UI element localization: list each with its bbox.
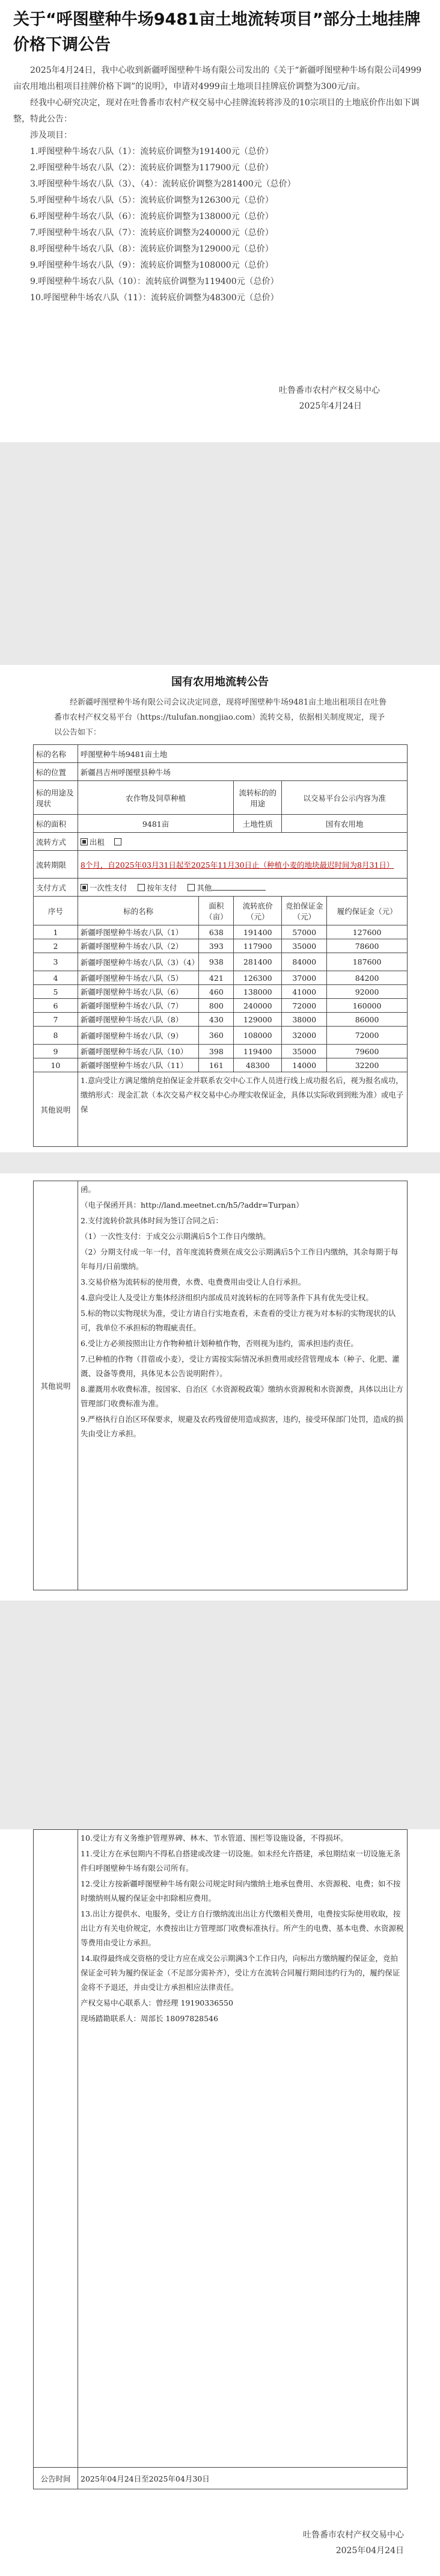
notice-item: 3.呼图壁种牛场农八队（3）、（4）：流转底价调整为281400元（总价）: [30, 179, 296, 189]
table-row: [34, 985, 408, 999]
table-row: [34, 971, 408, 985]
label-other-notes: 其他说明: [34, 1072, 78, 1147]
table-row: [34, 953, 408, 971]
row-base-price: 119400: [234, 1045, 282, 1058]
col-base-price: 流转底价（元）: [234, 897, 282, 925]
transfer-table: [33, 744, 408, 1147]
value-other-notes: 1.意向受让方满足缴纳竞拍保证金并联系农交中心工作人员进行线上成功报名后，视为报名成功，缴纳形式：现金汇款（本次交易产权交易中心办理实收保证金，具体以实际收到到账为准）或电子保: [78, 1072, 407, 1147]
note-line: 5.标的物以实物现状为准，受让方请自行实地查看，未查看的受让方视为对本标的实物现状的认可，我单位不承担标的物瑕疵责任。: [81, 1309, 396, 1332]
notice-item: 7.呼图壁种牛场农八队（7）：流转底价调整为240000元（总价）: [30, 228, 273, 238]
note-line: 4.意向受让人及受让方集体经济组织内部成员对流转标的在同等条件下具有优先受让权。: [81, 1293, 373, 1302]
note-line: 现场踏勘联系人：周部长 18097828546: [81, 2014, 218, 2023]
row-area: 430: [199, 1013, 234, 1027]
transfer-announcement-page: [0, 665, 440, 1152]
label-other-notes-cont: 其他说明: [34, 1181, 78, 1590]
col-index: 序号: [34, 897, 78, 925]
table-row: [34, 1058, 408, 1072]
row-bid-deposit: 41000: [282, 985, 327, 999]
label-transfer-period: 流转期限: [34, 851, 78, 879]
note-line: 7.已种植的作物（苜蓿或小麦），受让方需按实际情况承担费用或经营管理成本（种子、化肥、灌溉、设备等费用，具体见本公告说明附件）。: [81, 1354, 400, 1378]
row-index: 1: [34, 925, 78, 939]
row-base-price: 126300: [234, 971, 282, 985]
row-performance-deposit: 86000: [327, 1013, 408, 1027]
row-performance-deposit: 32200: [327, 1058, 408, 1072]
note-line: 14.取得最终成交资格的受让方应在成交公示期满3个工作日内，向标出方缴纳履约保证金，竞拍保证金可转为履约保证金（不足部分需补齐），受让方在流转合同履行期间违约行为的，履约保证金将不予退还，并由受让方承担相应法律责任。: [81, 1954, 400, 1992]
row-performance-deposit: 92000: [327, 985, 408, 999]
continued-notes-page-2: [0, 1829, 440, 2576]
row-bid-deposit: 57000: [282, 925, 327, 939]
row-base-price: 48300: [234, 1058, 282, 1072]
value-target-area: 9481亩: [78, 815, 233, 833]
note-line: 12.受让方按新疆呼图壁种牛场有限公司规定时间内缴纳土地承包费用、水资源税、电费；如不按时缴纳则从履约保证金中扣除相应费用。: [81, 1879, 401, 1903]
notice-intro: 2025年4月24日，我中心收到新疆呼图壁种牛场有限公司发出的《关于“新疆呼图壁种牛场有限公司4999亩农用地出租项目挂牌价格下调”的说明》，申请对4999亩土地项目挂牌底价调整为300元/亩。: [13, 66, 422, 91]
row-target-name: 新疆呼图壁种牛场农八队（6）: [78, 985, 199, 999]
note-line: 3.交易价格为流转标的使用费，水费、电费费用由受让人自行承担。: [81, 1277, 306, 1286]
note-line: 10.受让方有义务维护管理界碑、林木、节水管道、围栏等设施设备，不得损坏。: [81, 1833, 348, 1842]
yearly-checkbox[interactable]: [138, 884, 145, 891]
notice-sign-date: 2025年4月24日: [299, 401, 362, 411]
doc-body: 经新疆呼图壁种牛场有限公司会议决定同意，现将呼图壁种牛场9481亩土地出租项目在吐鲁番市农村产权交易平台（https://tulufan.nongjiao.com）流转交易，依据相关制度规定，现予以公告如下：: [54, 698, 387, 737]
doc-title: 国有农用地流转公告: [171, 676, 269, 688]
lease-checkbox[interactable]: [81, 838, 88, 845]
notice-item: 5.呼图壁种牛场农八队（5）：流转底价调整为126300元（总价）: [30, 196, 273, 205]
row-base-price: 117900: [234, 939, 282, 953]
note-line: 函。: [81, 1185, 96, 1194]
row-performance-deposit: 187600: [327, 953, 408, 971]
other-method-checkbox[interactable]: [114, 838, 121, 845]
label-target-location: 标的位置: [34, 763, 78, 781]
page-gap: [0, 1152, 440, 1173]
notice-item: 9.呼图壁种牛场农八队（9）：流转底价调整为108000元（总价）: [30, 261, 273, 270]
row-base-price: 138000: [234, 985, 282, 999]
notice-item: 10.呼图壁种牛场农八队（11）：流转底价调整为48300元（总价）: [30, 293, 279, 303]
row-base-price: 281400: [234, 953, 282, 971]
note-line: （2）分期支付成一年一付，首年度流转费须在成交公示期满后5个工作日内缴纳，其余每期于每年每月/日前缴纳。: [81, 1247, 399, 1271]
value-land-nature: 国有农用地: [282, 815, 408, 833]
doc-sign-date: 2025年04月24日: [335, 2546, 404, 2556]
row-area: 360: [199, 1027, 234, 1045]
col-performance-deposit: 履约保证金（元）: [327, 897, 408, 925]
row-target-name: 新疆呼图壁种牛场农八队（1）: [78, 925, 199, 939]
note-line: （1）一次性支付：于成交公示期满后5个工作日内缴纳。: [81, 1232, 270, 1241]
row-area: 161: [199, 1058, 234, 1072]
value-transfer-use: 以交易平台公示内容为准: [282, 781, 408, 815]
lump-sum-label: 一次性支付: [89, 883, 127, 892]
col-target-name: 标的名称: [78, 897, 199, 925]
row-index: 6: [34, 999, 78, 1013]
label-payment-method: 支付方式: [34, 879, 78, 897]
row-bid-deposit: 37000: [282, 971, 327, 985]
row-base-price: 129000: [234, 1013, 282, 1027]
label-target-name: 标的名称: [34, 745, 78, 763]
yearly-label: 按年支付: [147, 883, 177, 892]
notice-item: 9.呼图壁种牛场农八队（10）：流转底价调整为119400元（总价）: [30, 277, 279, 286]
label-land-nature: 土地性质: [234, 815, 282, 833]
notice-item: 6.呼图壁种牛场农八队（6）：流转底价调整为138000元（总价）: [30, 212, 273, 221]
row-target-name: 新疆呼图壁种牛场农八队（9）: [78, 1027, 199, 1045]
table-row: [34, 999, 408, 1013]
note-line: 13.出让方提供水、电服务，受让方自行缴纳流出出让方代缴相关费用，电费按实际使用收取，按出让方有关电价规定，水费按出让方管理部门收费标准执行。所产生的电费、基本电费、水资源税等费用由受让方承担。: [81, 1909, 404, 1947]
notes-table-2: [33, 1829, 408, 2489]
page-gap: [0, 1601, 440, 1829]
value-announce-period: 2025年04月24日至2025年04月30日: [78, 2468, 408, 2489]
row-base-price: 240000: [234, 999, 282, 1013]
notice-after: 经我中心研究决定，现对在吐鲁番市农村产权交易中心挂牌流转将涉及的10宗项目的土地底价作出如下调整，特此公告：: [13, 98, 420, 124]
row-bid-deposit: 14000: [282, 1058, 327, 1072]
label-target-use: 标的用途及现状: [34, 781, 78, 815]
note-line: （电子保函开具：http://land.meetnet.cn/h5/?addr=Turpan）: [81, 1200, 304, 1209]
row-target-name: 新疆呼图壁种牛场农八队（7）: [78, 999, 199, 1013]
table-row: [34, 1027, 408, 1045]
value-target-use: 农作物及饲草种植: [78, 781, 233, 815]
table-row: [34, 1045, 408, 1058]
other-payment-label: 其他: [197, 883, 212, 892]
row-area: 638: [199, 925, 234, 939]
doc-sign-org: 吐鲁番市农村产权交易中心: [303, 2530, 404, 2540]
notice-method-label: 涉及项目：: [30, 131, 72, 140]
note-line: 产权交易中心联系人：曾经理 19190336550: [81, 1998, 233, 2007]
row-bid-deposit: 35000: [282, 939, 327, 953]
notice-item: 1.呼图壁种牛场农八队（1）：流转底价调整为191400元（总价）: [30, 147, 273, 156]
row-area: 938: [199, 953, 234, 971]
row-target-name: 新疆呼图壁种牛场农八队（5）: [78, 971, 199, 985]
note-line: 11.受让方在承包期内不得私自搭建或改建一切设施。如未经允许搭建，承包期结束一切设施无条件归呼图壁种牛场有限公司所有。: [81, 1849, 401, 1873]
row-area: 460: [199, 985, 234, 999]
notice-sign-org: 吐鲁番市农村产权交易中心: [279, 386, 380, 395]
row-target-name: 新疆呼图壁种牛场农八队（8）: [78, 1013, 199, 1027]
value-transfer-period: 8个月，自2025年03月31日起至2025年11月30日止（种植小麦的地块最迟时间为8月31日）: [78, 851, 407, 879]
lump-sum-checkbox[interactable]: [81, 884, 88, 891]
row-performance-deposit: 160000: [327, 999, 408, 1013]
row-target-name: 新疆呼图壁种牛场农八队（2）: [78, 939, 199, 953]
note-line: 9.严格执行自治区环保要求，规避及农药残留使用造成损害，违约，接受环保部门处罚，造成的损失由受让方承担。: [81, 1415, 403, 1438]
table-row: [34, 939, 408, 953]
label-transfer-method: 流转方式: [34, 833, 78, 851]
row-performance-deposit: 72000: [327, 1027, 408, 1045]
table-row: [34, 1013, 408, 1027]
page-gap: [0, 442, 440, 665]
col-area: 面积（亩）: [199, 897, 234, 925]
row-target-name: 新疆呼图壁种牛场农八队（11）: [78, 1058, 199, 1072]
table-row: [34, 925, 408, 939]
row-index: 3: [34, 953, 78, 971]
row-area: 398: [199, 1045, 234, 1058]
value-target-location: 新疆昌吉州呼图壁县种牛场: [78, 763, 407, 781]
price-adjustment-notice: [0, 0, 440, 442]
notes-table-1: [33, 1181, 408, 1590]
note-line: 8.灌溉用水收费标准，按国家、自治区《水资源税政策》缴纳水资源税和水资源费，具体以出让方管理部门收费标准为准。: [81, 1385, 403, 1408]
lease-option-label: 出租: [89, 837, 105, 847]
value-target-name: 呼图壁种牛场9481亩土地: [78, 745, 407, 763]
row-target-name: 新疆呼图壁种牛场农八队（10）: [78, 1045, 199, 1058]
row-bid-deposit: 32000: [282, 1027, 327, 1045]
row-index: 5: [34, 985, 78, 999]
row-index: 2: [34, 939, 78, 953]
note-line: 2.支付流转价款具体时间为签订合同之后：: [81, 1216, 223, 1225]
notice-title: 关于“呼图壁种牛场9481亩土地流转项目”部分土地挂牌价格下调公告: [13, 10, 421, 54]
row-index: 10: [34, 1058, 78, 1072]
row-base-price: 191400: [234, 925, 282, 939]
row-area: 421: [199, 971, 234, 985]
row-performance-deposit: 78600: [327, 939, 408, 953]
row-index: 7: [34, 1013, 78, 1027]
row-bid-deposit: 72000: [282, 999, 327, 1013]
col-bid-deposit: 竞拍保证金（元）: [282, 897, 327, 925]
row-index: 8: [34, 1027, 78, 1045]
row-performance-deposit: 127600: [327, 925, 408, 939]
row-target-name: 新疆呼图壁种牛场农八队（3）（4）: [78, 953, 199, 971]
row-area: 393: [199, 939, 234, 953]
row-performance-deposit: 79600: [327, 1045, 408, 1058]
label-target-area: 标的面积: [34, 815, 78, 833]
notice-item: 8.呼图壁种牛场农八队（8）：流转底价调整为129000元（总价）: [30, 244, 273, 254]
label-transfer-use: 流转标的的用途: [234, 781, 282, 815]
label-announce-period: 公告时间: [34, 2468, 78, 2489]
row-area: 800: [199, 999, 234, 1013]
row-bid-deposit: 35000: [282, 1045, 327, 1058]
note-line: 6.受让方必须按照出让方作物种植计划种植作物，否则视为违约，需承担违约责任。: [81, 1339, 358, 1348]
row-base-price: 108000: [234, 1027, 282, 1045]
row-index: 9: [34, 1045, 78, 1058]
other-payment-checkbox[interactable]: [188, 884, 195, 891]
row-bid-deposit: 84000: [282, 953, 327, 971]
row-performance-deposit: 84200: [327, 971, 408, 985]
row-index: 4: [34, 971, 78, 985]
row-bid-deposit: 38000: [282, 1013, 327, 1027]
continued-notes-page-1: [0, 1173, 440, 1601]
notice-item: 2.呼图壁种牛场农八队（2）：流转底价调整为117900元（总价）: [30, 163, 273, 173]
